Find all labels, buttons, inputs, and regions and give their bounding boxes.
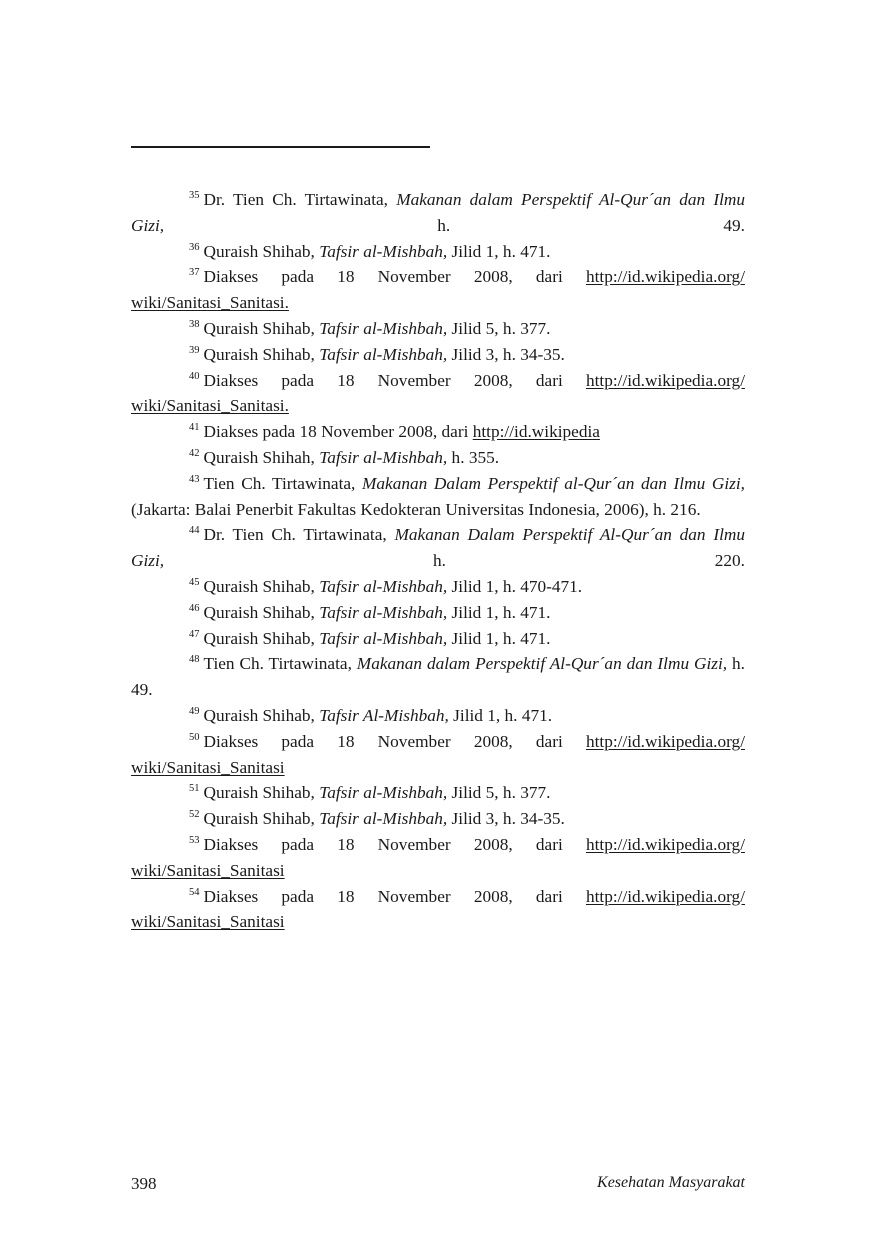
footnote-50 (131, 729, 745, 781)
footnote-number: 39 (189, 344, 200, 356)
footnote-49 (131, 703, 745, 729)
footnote-38 (131, 316, 745, 342)
footnote-number: 49 (189, 705, 200, 717)
book-title: Makanan dalam Perspektif Al-Qur´an dan Ilmu Gizi, (356, 654, 728, 674)
book-title: Tafsir al-Mishbah, (319, 628, 448, 648)
book-title: Tafsir al-Mishbah, (319, 576, 448, 596)
book-title: Tafsir al-Mishbah, (319, 241, 448, 261)
footnote-text: h. 355. (447, 447, 500, 467)
footnote-text: Diakses pada 18 November 2008, dari (203, 834, 586, 854)
footnote-text: Quraish Shihab, (203, 783, 320, 803)
footnote-number: 51 (189, 783, 200, 795)
footnote-number: 40 (189, 370, 200, 382)
footnote-39 (131, 342, 745, 368)
footnote-text: Jilid 5, h. 377. (447, 783, 551, 803)
footnote-number: 41 (189, 422, 200, 434)
footnote-number: 52 (189, 809, 200, 821)
footnote-text: Quraish Shihab, (203, 628, 320, 648)
footnote-44 (131, 522, 745, 574)
book-title: Tafsir al-Mishbah, (319, 602, 448, 622)
footnote-text: h. 49. (164, 215, 745, 235)
footnote-number: 43 (189, 473, 200, 485)
footnote-52 (131, 806, 745, 832)
footnote-text: Tien Ch. Tirtawinata, (203, 473, 362, 493)
footnote-text: Jilid 5, h. 377. (447, 318, 551, 338)
footnote-text: Jilid 1, h. 471. (448, 705, 553, 725)
book-title: Tafsir al-Mishbah, (319, 344, 448, 364)
footnote-40 (131, 368, 745, 420)
book-title: Makanan dalam Perspektif Al-Qur´an dan Ilmu Gizi, (131, 190, 745, 235)
footnote-text: Jilid 1, h. 470-471. (447, 576, 583, 596)
footnote-41 (131, 419, 745, 445)
source-link[interactable]: http://id.wikipedia.org/ wiki/Sanitasi_Sanitasi. (131, 267, 745, 313)
footnote-number: 54 (189, 886, 200, 898)
footnote-text: Diakses pada 18 November 2008, dari (203, 731, 586, 751)
footnote-43 (131, 471, 745, 523)
footnote-number: 35 (189, 190, 200, 201)
book-title: Tafsir al-Mishbah, (319, 783, 448, 803)
footnote-text: h. 220. (164, 551, 745, 571)
footnote-number: 45 (189, 576, 200, 588)
footnote-number: 48 (189, 654, 200, 666)
footnote-text: Jilid 1, h. 471. (447, 241, 551, 261)
footnote-text: Diakses pada 18 November 2008, dari (203, 422, 473, 442)
footnote-text: Quraish Shihab, (203, 705, 320, 725)
footnote-text: h. 49. (131, 654, 745, 700)
footnote-text: Diakses pada 18 November 2008, dari (203, 267, 586, 287)
book-title: Makanan Dalam Perspektif Al-Qur´an dan Ilmu Gizi, (131, 525, 745, 571)
footnote-number: 46 (189, 602, 200, 614)
footnote-47 (131, 626, 745, 652)
footnote-53 (131, 832, 745, 884)
footnote-text: Diakses pada 18 November 2008, dari (203, 370, 586, 390)
footnote-text: Jilid 1, h. 471. (447, 628, 551, 648)
footnote-48 (131, 651, 745, 703)
footnote-number: 53 (189, 834, 200, 846)
source-link[interactable]: http://id.wikipedia (472, 422, 600, 442)
footnote-number: 42 (189, 447, 200, 459)
footnote-text: Quraish Shihab, (203, 241, 320, 261)
footnote-text: Tien Ch. Tirtawinata, (203, 654, 357, 674)
footnote-text: Jilid 3, h. 34-35. (447, 809, 565, 829)
footnote-number: 47 (189, 628, 200, 640)
footnote-text: Dr. Tien Ch. Tirtawinata, (203, 525, 395, 545)
footnote-36 (131, 239, 745, 265)
footnote-35 (131, 187, 745, 239)
running-title: Kesehatan Masyarakat (597, 1174, 745, 1191)
footnote-number: 44 (189, 525, 200, 537)
footnote-text: Quraish Shihab, (203, 318, 320, 338)
footnote-text: Dr. Tien Ch. Tirtawinata, (203, 190, 397, 209)
footnote-text: Jilid 3, h. 34-35. (447, 344, 565, 364)
page-number: 398 (131, 1174, 157, 1193)
footnote-51 (131, 780, 745, 806)
source-link[interactable]: http://id.wikipedia.org/ wiki/Sanitasi_Sanitasi (131, 886, 745, 932)
footnote-text: Quraish Shihab, (203, 602, 320, 622)
footnote-separator (131, 146, 430, 148)
book-title: Tafsir Al-Mishbah, (319, 705, 449, 725)
book-title: Tafsir al-Mishbah, (319, 318, 448, 338)
book-title: Tafsir al-Mishbah, (319, 447, 448, 467)
footnote-number: 37 (189, 267, 200, 279)
footnote-37 (131, 264, 745, 316)
footnote-text: Diakses pada 18 November 2008, dari (203, 886, 586, 906)
footnote-number: 38 (189, 318, 200, 330)
footnote-42 (131, 445, 745, 471)
footnote-text: Quraish Shihab, (203, 576, 320, 596)
source-link[interactable]: http://id.wikipedia.org/ wiki/Sanitasi_Sanitasi. (131, 370, 745, 416)
footnote-54 (131, 884, 745, 936)
source-link[interactable]: http://id.wikipedia.org/ wiki/Sanitasi_Sanitasi (131, 834, 745, 880)
book-title: Tafsir al-Mishbah, (319, 809, 448, 829)
footnote-number: 50 (189, 731, 200, 743)
footnote-text: Quraish Shihah, (203, 447, 320, 467)
footnote-number: 36 (189, 241, 200, 253)
footnote-text: Quraish Shihab, (203, 809, 320, 829)
footnotes-list (131, 187, 745, 935)
book-title: Makanan Dalam Perspektif al-Qur´an dan Ilmu Gizi, (362, 473, 745, 493)
source-link[interactable]: http://id.wikipedia.org/ wiki/Sanitasi_Sanitasi (131, 731, 745, 777)
footnote-46 (131, 600, 745, 626)
footnote-text: (Jakarta: Balai Penerbit Fakultas Kedokteran Universitas Indonesia, 2006), h. 216. (131, 499, 701, 519)
footnote-45 (131, 574, 745, 600)
footnote-text: Quraish Shihab, (203, 344, 320, 364)
footnote-text: Jilid 1, h. 471. (447, 602, 551, 622)
